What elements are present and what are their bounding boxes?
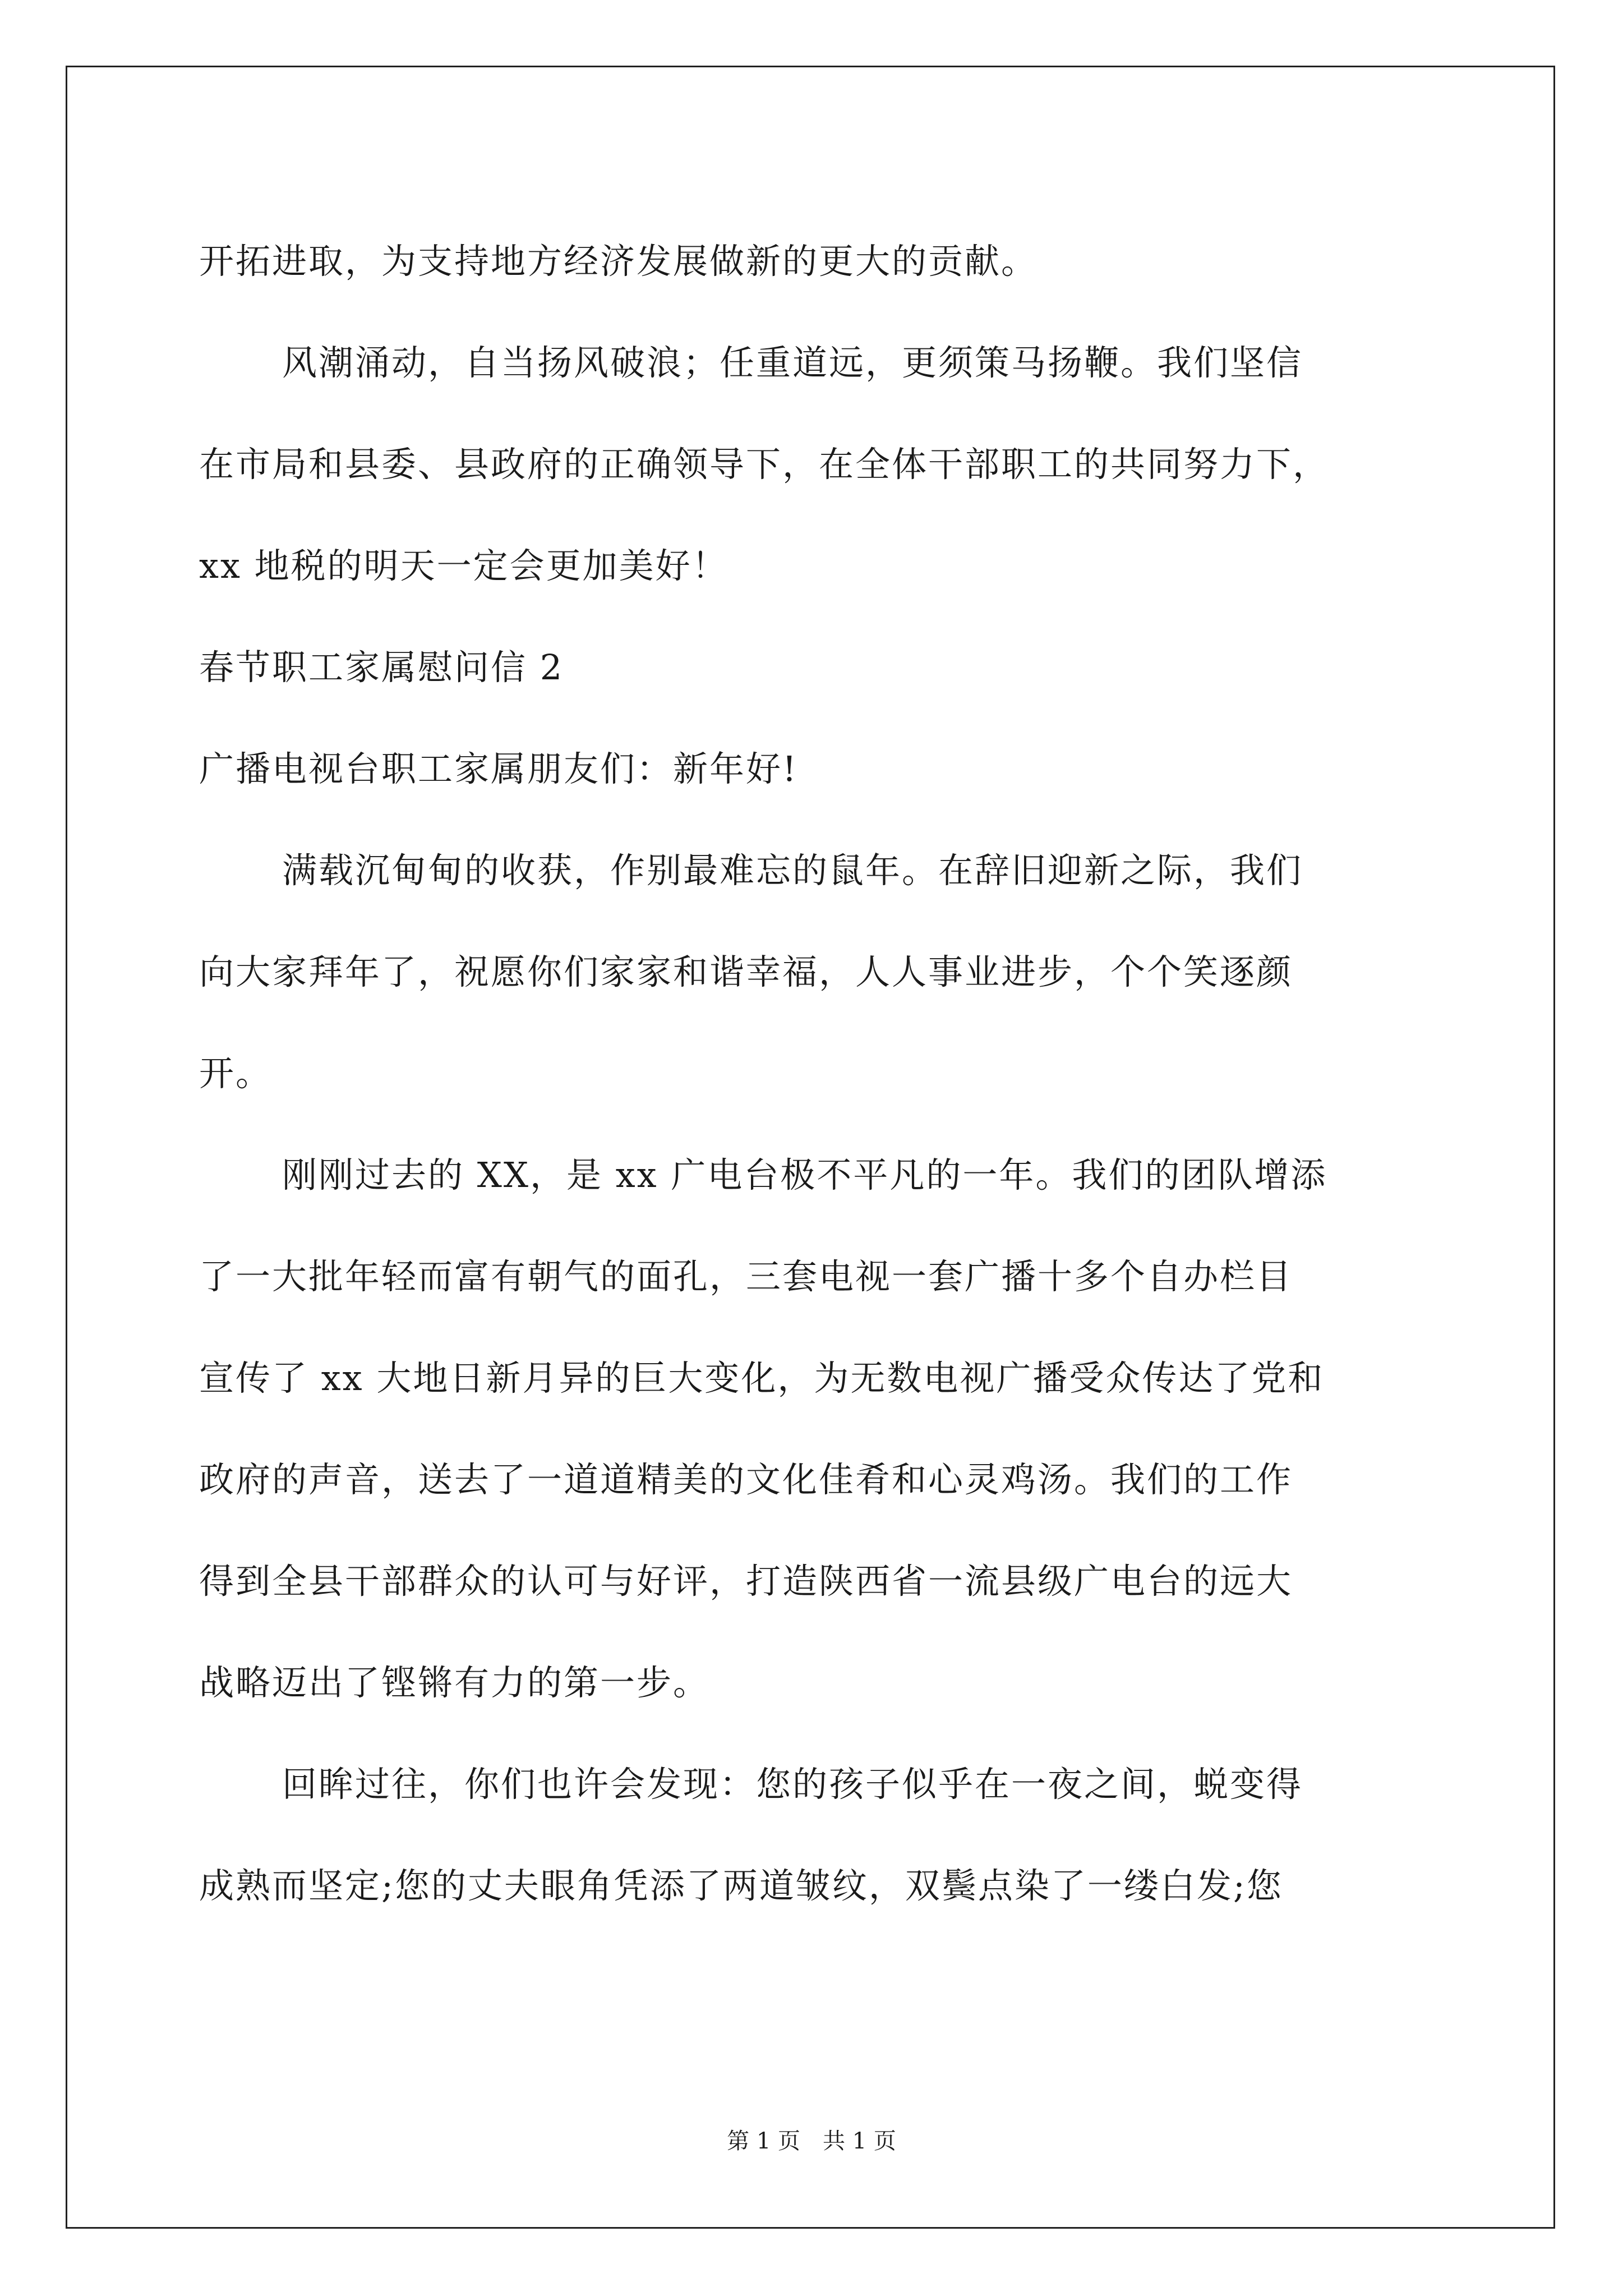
text-line: 向大家拜年了，祝愿你们家家和谐幸福，人人事业进步，个个笑逐颜 [199,951,1293,992]
section-title: 春节职工家属慰问信 2 [199,647,564,688]
page-number: 第 1 页 共 1 页 [727,2128,896,2154]
text-line: 成熟而坚定;您的丈夫眼角凭添了两道皱纹，双鬓点染了一缕白发;您 [199,1865,1283,1906]
document-body [199,210,1461,1936]
text-line: 开拓进取，为支持地方经济发展做新的更大的贡献。 [199,241,1038,282]
paragraph-start-line: 回眸过往，你们也许会发现：您的孩子似乎在一夜之间，蜕变得 [282,1764,1303,1805]
text-line: 开。 [199,1053,273,1094]
paragraph-start-line: 风潮涌动，自当扬风破浪；任重道远，更须策马扬鞭。我们坚信 [282,342,1303,383]
letter-salutation: 广播电视台职工家属朋友们：新年好! [199,748,798,789]
text-line: 宣传了 xx 大地日新月异的巨大变化，为无数电视广播受众传达了党和 [199,1358,1325,1398]
paragraph-start-line: 刚刚过去的 XX，是 xx 广电台极不平凡的一年。我们的团队增添 [282,1154,1327,1195]
text-line: xx 地税的明天一定会更加美好！ [199,545,728,586]
text-line: 在市局和县委、县政府的正确领导下，在全体干部职工的共同努力下， [199,444,1330,485]
text-line: 政府的声音，送去了一道道精美的文化佳肴和心灵鸡汤。我们的工作 [199,1459,1293,1500]
text-line: 战略迈出了铿锵有力的第一步。 [199,1662,710,1703]
text-line: 得到全县干部群众的认可与好评，打造陕西省一流县级广电台的远大 [199,1561,1293,1602]
paragraph-start-line: 满载沉甸甸的收获，作别最难忘的鼠年。在辞旧迎新之际，我们 [282,850,1303,891]
text-line: 了一大批年轻而富有朝气的面孔，三套电视一套广播十多个自办栏目 [199,1256,1293,1297]
